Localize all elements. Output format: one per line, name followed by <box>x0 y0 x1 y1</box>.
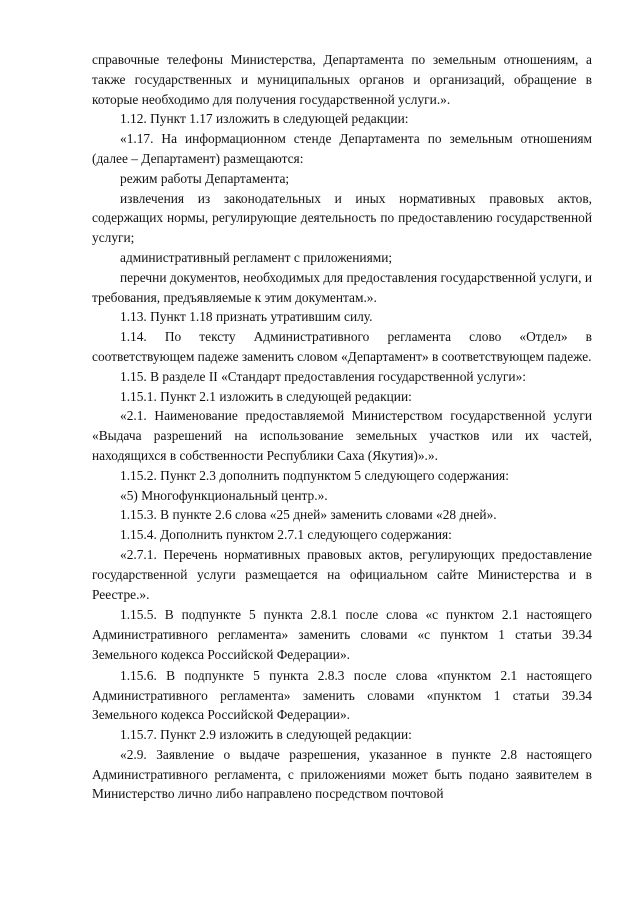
paragraph-1-15: 1.15. В разделе II «Стандарт предоставления государственной услуги»: <box>120 368 526 384</box>
paragraph-2-7-1-quote: «2.7.1. Перечень нормативных правовых актов, регулирующих предоставление государственной услуги размещается на официальном сайте Министерства и в Реестре.». <box>92 546 592 602</box>
paragraph-1-15-1: 1.15.1. Пункт 2.1 изложить в следующей редакции: <box>120 388 412 404</box>
paragraph-continuation: справочные телефоны Министерства, Департамента по земельным отношениям, а также государственных и муниципальных органов и организаций, обращение в которые необходимо для получения государственной услуги.». <box>92 52 592 107</box>
paragraph-extracts: извлечения из законодательных и иных нормативных правовых актов, содержащих нормы, регулирующие деятельность по предоставлению государственной услуги; <box>92 190 592 246</box>
paragraph-1-14: 1.14. По тексту Административного регламента слово «Отдел» в соответствующем падеже заменить словом «Департамент» в соответствующем падеже. <box>92 329 592 364</box>
paragraph-1-15-5: 1.15.5. В подпункте 5 пункта 2.8.1 после слова «с пунктом 2.1 настоящего Административного регламента» заменить словами «с пунктом 1 статьи 39.34 Земельного кодекса Российской Федерации». <box>92 607 592 662</box>
paragraph-document-lists: перечни документов, необходимых для предоставления государственной услуги, и требования, предъявляемые к этим документам.». <box>92 269 592 305</box>
paragraph-1-15-7: 1.15.7. Пункт 2.9 изложить в следующей редакции: <box>120 727 412 743</box>
paragraph-2-9-quote: «2.9. Заявление о выдаче разрешения, указанное в пункте 2.8 настоящего Административного регламента, с приложениями может быть подано заявителем в Министерство лично либо направлено посредством почтовой <box>92 746 592 802</box>
paragraph-1-15-3: 1.15.3. В пункте 2.6 слова «25 дней» заменить словами «28 дней». <box>120 507 497 523</box>
paragraph-mfc: «5) Многофункциональный центр.». <box>120 487 328 503</box>
paragraph-1-13: 1.13. Пункт 1.18 признать утратившим силу. <box>120 309 373 325</box>
paragraph-1-15-2: 1.15.2. Пункт 2.3 дополнить подпунктом 5 следующего содержания: <box>120 467 509 483</box>
paragraph-2-1-quote: «2.1. Наименование предоставляемой Министерством государственной услуги «Выдача разрешений на использование земельных участков или их частей, находящихся в собственности Республики Саха (Якутия)».». <box>92 408 592 463</box>
paragraph-1-17-quote: «1.17. На информационном стенде Департамента по земельным отношениям (далее – Департамент) размещаются: <box>92 131 592 166</box>
paragraph-work-schedule: режим работы Департамента; <box>120 170 290 186</box>
paragraph-1-15-6: 1.15.6. В подпункте 5 пункта 2.8.3 после слова «пунктом 2.1 настоящего Административного регламента» заменить словами «пунктом 1 статьи 39.34 Земельного кодекса Российской Федерации». <box>92 667 592 723</box>
paragraph-1-15-4: 1.15.4. Дополнить пунктом 2.7.1 следующего содержания: <box>120 527 452 543</box>
paragraph-1-12: 1.12. Пункт 1.17 изложить в следующей редакции: <box>120 111 409 127</box>
paragraph-regulation-annexes: административный регламент с приложениями; <box>120 249 393 265</box>
document-body <box>92 50 592 804</box>
